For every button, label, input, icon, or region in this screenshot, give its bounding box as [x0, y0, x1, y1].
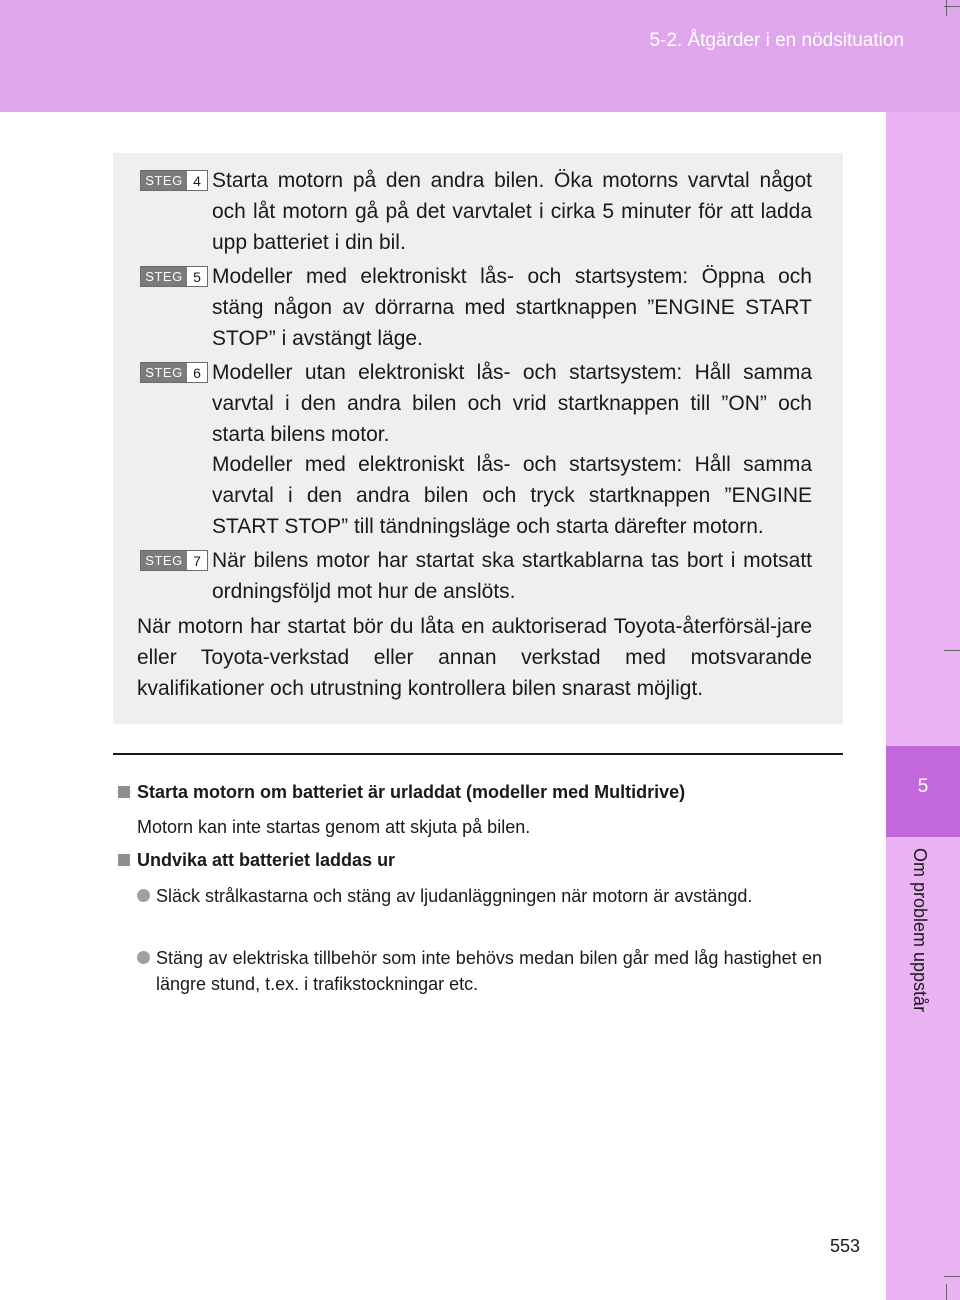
step-text: Modeller utan elektroniskt lås- och startsystem: Håll samma varvtal i den andra bilen och vrid startknappen till ”ON” och starta bilens motor. [212, 361, 812, 446]
square-bullet-icon [118, 786, 130, 798]
bullet-text: Stäng av elektriska tillbehör som inte behövs medan bilen går med låg hastighet en längre stund, t.ex. i trafikstockningar etc. [156, 948, 822, 994]
note-text: Motorn kan inte startas genom att skjuta på bilen. [137, 817, 531, 837]
page-number: 553 [830, 1236, 861, 1256]
step-number: 7 [193, 552, 201, 569]
bullet-text: Släck strålkastarna och stäng av ljudanläggningen när motorn är avstängd. [156, 886, 753, 906]
square-bullet-icon [118, 854, 130, 866]
note-heading: Starta motorn om batteriet är urladdat (modeller med Multidrive) [137, 782, 686, 802]
step-badge [140, 266, 208, 287]
step-badge [140, 550, 208, 571]
note-heading: Undvika att batteriet laddas ur [137, 850, 396, 870]
crop-mark [946, 0, 947, 16]
step-text-continued: Modeller med elektroniskt lås- och startsystem: Håll samma varvtal i den andra bilen och tryck startknappen ”ENGINE START STOP” till tändningsläge och starta därefter motorn. [212, 453, 812, 538]
step-badge [140, 362, 208, 383]
step-text: När bilens motor har startat ska startkablarna tas bort i motsatt ordningsföljd mot hur de anslöts. [212, 549, 812, 603]
circle-bullet-icon [137, 951, 150, 964]
chapter-number: 5 [917, 776, 929, 797]
step-badge [140, 170, 208, 191]
crop-mark [944, 650, 960, 651]
crop-mark [944, 1276, 960, 1277]
crop-mark [946, 1284, 947, 1300]
step-label: STEG [141, 551, 187, 570]
section-title: 5-2. Åtgärder i en nödsituation [649, 30, 904, 51]
chapter-header-bar [0, 0, 960, 112]
chapter-number-tab [886, 746, 960, 837]
step-label: STEG [141, 267, 187, 286]
circle-bullet-icon [137, 889, 150, 902]
step-text: Starta motorn på den andra bilen. Öka motorns varvtal något och låt motorn gå på det varvtalet i cirka 5 minuter för att ladda upp batteriet i din bil. [212, 169, 812, 254]
chapter-title: Om problem uppstår [910, 848, 930, 1013]
panel-paragraph: När motorn har startat bör du låta en auktoriserad Toyota-återförsäl-jare eller Toyota-verkstad eller annan verkstad med motsvarande kvalifikationer och utrustning kontrollera bilen snarast möjligt. [137, 615, 812, 700]
step-number: 6 [193, 364, 201, 381]
step-label: STEG [141, 363, 187, 382]
step-text: Modeller med elektroniskt lås- och startsystem: Öppna och stäng någon av dörrarna med startknappen ”ENGINE START STOP” i avstängt läge. [212, 265, 812, 350]
step-label: STEG [141, 171, 187, 190]
step-number: 5 [193, 268, 201, 285]
step-number: 4 [193, 172, 201, 189]
section-divider [113, 753, 843, 755]
